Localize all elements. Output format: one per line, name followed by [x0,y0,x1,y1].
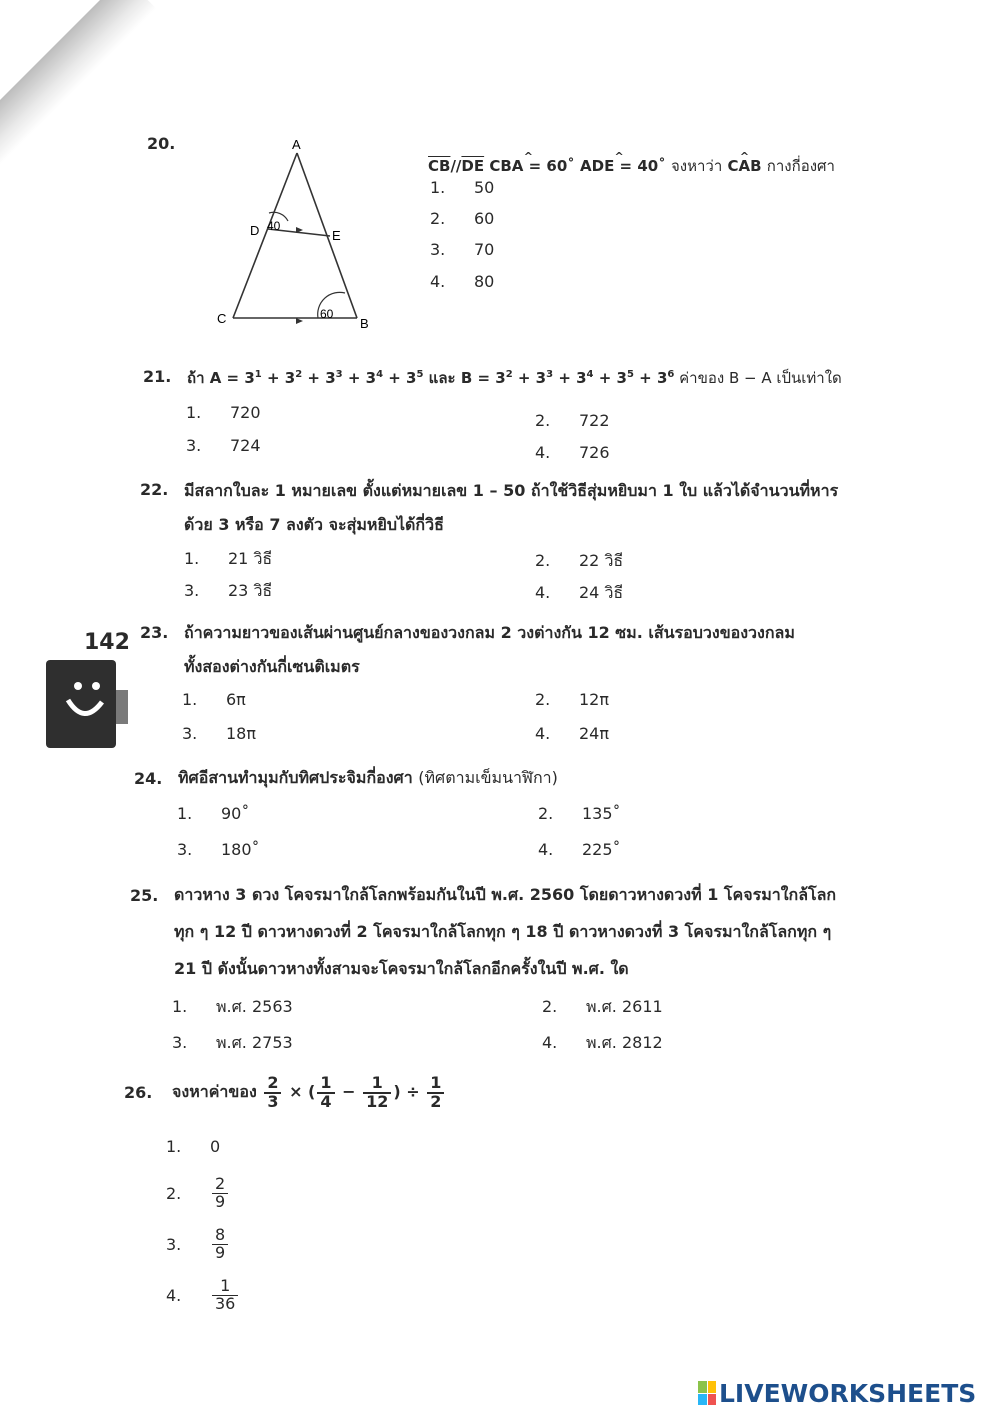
option-3[interactable]: 3. 18π [182,724,256,743]
fraction: $\frac{1}{4}$ [317,1075,334,1111]
option-2[interactable]: 2. 60 [430,209,495,228]
question-stem: ถ้า $A = 3^1 + 3^2 + 3^3 + 3^4 + 3^5$ และ $B = 3^2 + 3^3 + 3^4 + 3^5 + 3^6$ ค่าของ B − A เป็นเท่าใด [187,369,842,387]
option-1[interactable]: 1. 50 [430,178,495,197]
vertex-a-label: A [292,137,301,152]
smiley-face-icon [46,660,116,748]
option-2[interactable]: 2. พ.ศ. 2611 [542,997,663,1016]
question-number: 23. [140,623,169,642]
option-1[interactable]: 1. 0 [166,1137,221,1156]
vertex-b-label: B [360,316,369,331]
smiley-badge [46,660,116,748]
angle-60-label: 60 [320,307,334,321]
option-2[interactable]: 2. $\frac{2}{9}$ [166,1176,230,1211]
option-1[interactable]: 1. 720 [186,403,261,422]
fraction: $\frac{1}{2}$ [427,1075,444,1111]
option-4[interactable]: 4. 80 [430,272,495,291]
option-3[interactable]: 3. 23 วิธี [184,581,273,600]
question-stem: ดาวหาง 3 ดวง โคจรมาใกล้โลกพร้อมกันในปี พ.ศ. 2560 โดยดาวหางดวงที่ 1 โคจรมาใกล้โลก ทุก ๆ 12 ปี ดาวหางดวงที่ 2 โคจรมาใกล้โลกทุก ๆ 18 ปี ดาวหางดวงที่ 3 โคจรมาใกล้โลกทุก ๆ 21 ปี ดังนั้นดาวหางทั้งสามจะโคจรมาใกล้โลกอีกครั้งในปี พ.ศ. ใด [174,885,837,978]
question-number: 22. [140,480,169,499]
fraction: $\frac{2}{3}$ [264,1075,281,1111]
option-4[interactable]: 4. พ.ศ. 2812 [542,1033,663,1052]
question-stem: ทิศอีสานทำมุมกับทิศประจิมกี่องศา (ทิศตามเข็มนาฬิกา) [178,768,558,787]
option-1[interactable]: 1. พ.ศ. 2563 [172,997,293,1016]
logo-icon [698,1381,716,1405]
option-2[interactable]: 2. 135˚ [538,804,621,823]
question-stem: ถ้าความยาวของเส้นผ่านศูนย์กลางของวงกลม 2 วงต่างกัน 12 ซม. เส้นรอบวงของวงกลม ทั้งสองต่างกันกี่เซนติเมตร [184,623,795,676]
logo-text: LIVEWORKSHEETS [719,1378,977,1408]
option-4[interactable]: 4. 24π [535,724,609,743]
option-1[interactable]: 1. 21 วิธี [184,549,273,568]
scan-shadow [0,0,156,193]
question-stem: มีสลากใบละ 1 หมายเลข ตั้งแต่หมายเลข 1 – 50 ถ้าใช้วิธีสุ่มหยิบมา 1 ใบ แล้วได้จำนวนที่หาร ด้วย 3 หรือ 7 ลงตัว จะสุ่มหยิบได้กี่วิธี [184,481,839,534]
option-2[interactable]: 2. 12π [535,690,609,709]
vertex-d-label: D [250,223,260,238]
option-3[interactable]: 3. พ.ศ. 2753 [172,1033,293,1052]
option-2[interactable]: 2. 22 วิธี [535,551,624,570]
option-3[interactable]: 3. 180˚ [177,840,260,859]
vertex-c-label: C [217,311,227,326]
option-1[interactable]: 1. 6π [182,690,246,709]
liveworksheets-logo[interactable] [698,1378,976,1408]
vertex-e-label: E [332,228,341,243]
question-number: 26. [124,1083,153,1102]
fraction: $\frac{1}{12}$ [363,1075,391,1111]
option-4[interactable]: 4. 225˚ [538,840,621,859]
question-number: 24. [134,769,163,788]
option-3[interactable]: 3. $\frac{8}{9}$ [166,1227,230,1262]
option-2[interactable]: 2. 722 [535,411,610,430]
option-4[interactable]: 4. 726 [535,443,610,462]
option-3[interactable]: 3. 724 [186,436,261,455]
question-number: 20. [147,134,176,153]
question-stem: $\overline{CB}//\overline{DE}$ ^ CBA = 60˚ ^ ADE = 40˚ จงหาว่า ^ CAB กางกี่องศา [428,148,835,184]
option-3[interactable]: 3. 70 [430,240,495,259]
option-4[interactable]: 4. 24 วิธี [535,583,624,602]
triangle-figure [205,135,385,340]
question-number: 21. [143,367,172,386]
badge-tab [116,690,128,724]
page-number: 142 [84,630,130,655]
option-1[interactable]: 1. 90˚ [177,804,250,823]
question-stem: จงหาค่าของ $\frac{2}{3}$ × ( $\frac{1}{4}$ − $\frac{1}{12}$ ) ÷ $\frac{1}{2}$ [172,1070,446,1114]
option-4[interactable]: 4. $\frac{1}{36}$ [166,1278,240,1313]
question-number: 25. [130,886,159,905]
angle-40-label: 40 [267,219,281,233]
